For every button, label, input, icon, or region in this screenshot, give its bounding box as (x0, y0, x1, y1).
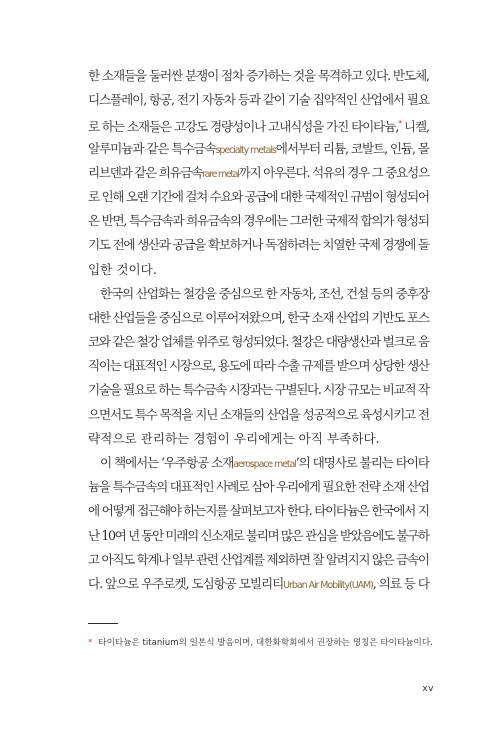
text-run: 고 아직도 학계나 일부 관련 산업계를 제외하면 잘 알려지지 않은 금속이 (88, 551, 429, 567)
text-run: 직이는 대표적인 시장으로, 용도에 따라 수출 규제를 받으며 상당한 생산 (88, 358, 429, 374)
text-run: 알루미늄과 같은 특수금속 (88, 140, 216, 156)
text-run: 온 반면, 특수금속과 희유금속의 경우에는 그러한 국제적 합의가 형성되 (88, 213, 429, 229)
text-run: 로 인해 오랜 기간에 걸쳐 수요와 공급에 대한 국제적인 규범이 형성되어 (88, 188, 429, 204)
text-run: 입한 것이다. (88, 261, 157, 277)
text-line (88, 548, 430, 572)
footnote-divider (88, 623, 118, 624)
footnote-mark: * (88, 638, 93, 648)
text-line (88, 524, 430, 548)
text-line (88, 137, 430, 161)
text-run: 디스플레이, 항공, 전기 자동차 등과 같이 기술 집약적인 산업에서 필요 (88, 92, 429, 108)
text-line-content (88, 112, 429, 136)
text-run: 다. 앞으로 우주로켓, 도심항공 모빌리티 (88, 575, 284, 591)
english-term: Urban Air Mobility(UAM) (283, 579, 373, 591)
text-line-content (88, 209, 429, 233)
text-line (88, 282, 430, 306)
footnote-text: 타이타늄은 titanium의 일본식 발음이며, 대한화학회에서 권장하는 명칭은 타이타늄이다. (98, 638, 433, 648)
text-line-content (88, 354, 429, 378)
text-run: ’의 대명사로 불리는 타이타 (295, 455, 429, 470)
text-line (88, 572, 430, 596)
text-line-content (88, 427, 380, 451)
text-line-content (88, 161, 429, 185)
text-line (88, 88, 430, 112)
text-line (88, 403, 430, 427)
text-run: 니켈, (401, 119, 429, 135)
text-line-content (88, 499, 429, 523)
text-line-content (88, 330, 429, 354)
text-run: 략적으로 관리하는 경험이 우리에게는 아직 부족하다. (88, 430, 380, 446)
text-run: 기술을 필요로 하는 특수금속 시장과는 구별된다. 시장 규모는 비교적 작 (88, 382, 429, 398)
text-run: 난 10여 년 동안 미래의 신소재로 불리며 많은 관심을 받았음에도 불구하 (88, 527, 429, 543)
footnote-reference-mark: * (398, 119, 402, 129)
text-line-content (88, 572, 429, 596)
text-line (88, 427, 430, 451)
text-line (88, 233, 430, 257)
text-run: 코와 같은 철강 업체를 위주로 형성되었다. 철강은 대량생산과 벌크로 움 (88, 334, 429, 350)
english-term: rare metal (202, 168, 239, 180)
text-line-content (88, 524, 429, 548)
text-run: 늄을 특수금속의 대표적인 사례로 삼아 우리에게 필요한 전략 소재 산업 (88, 479, 429, 495)
text-line-content (88, 64, 429, 88)
text-run: 기도 전에 생산과 공급을 확보하거나 독점하려는 치열한 국제 경쟁에 돌 (88, 237, 429, 253)
text-line (88, 306, 430, 330)
text-line-content (100, 451, 429, 475)
text-run: 리브덴과 같은 희유금속 (88, 164, 203, 180)
text-run: 대한 산업들을 중심으로 이루어져왔으며, 한국 소재 산업의 기반도 포스 (88, 309, 429, 325)
text-line-content (88, 548, 429, 572)
text-run: 한 소재들을 둘러싼 분쟁이 점차 증가하는 것을 목격하고 있다. 반도체, (88, 68, 429, 83)
text-line-content (88, 137, 429, 161)
text-run: 이 책에서는 ‘우주항공 소재 (100, 455, 234, 470)
english-term: aerospace metal (233, 459, 296, 470)
text-run: 으면서도 특수 목적을 지닌 소재들의 산업을 성공적으로 육성시키고 전 (88, 406, 429, 422)
text-line (88, 112, 430, 136)
text-line (88, 258, 430, 282)
text-line (88, 378, 430, 402)
text-line (88, 475, 430, 499)
english-term: specialty metals (215, 144, 276, 156)
text-line (88, 499, 430, 523)
text-run: 에서부터 리튬, 코발트, 인듐, 몰 (275, 140, 429, 156)
body-text (88, 64, 430, 596)
text-line-content (88, 233, 429, 257)
text-line-content (88, 88, 429, 112)
text-line (88, 161, 430, 185)
text-line (88, 209, 430, 233)
text-run: 까지 아우른다. 석유의 경우 그 중요성으 (238, 164, 429, 180)
text-line (88, 185, 430, 209)
text-line (88, 451, 430, 475)
text-line-content (88, 403, 429, 427)
text-line-content (100, 282, 429, 306)
text-run: , 의료 등 다 (372, 575, 429, 591)
text-line (88, 330, 430, 354)
text-run: 한국의 산업화는 철강을 중심으로 한 자동차, 조선, 건설 등의 중후장 (100, 285, 429, 301)
text-line (88, 354, 430, 378)
text-line (88, 64, 430, 88)
text-run: 로 하는 소재들은 고강도 경량성이나 고내식성을 가진 타이타늄, (88, 119, 399, 135)
text-run: 에 어떻게 접근해야 하는지를 살펴보고자 한다. 타이타늄은 한국에서 지 (88, 503, 429, 519)
text-line-content (88, 185, 429, 209)
text-line-content (88, 258, 157, 282)
footnote (88, 636, 433, 648)
text-line-content (88, 475, 429, 499)
text-line-content (88, 378, 429, 402)
page-number: xv (422, 684, 434, 694)
text-line-content (88, 306, 429, 330)
